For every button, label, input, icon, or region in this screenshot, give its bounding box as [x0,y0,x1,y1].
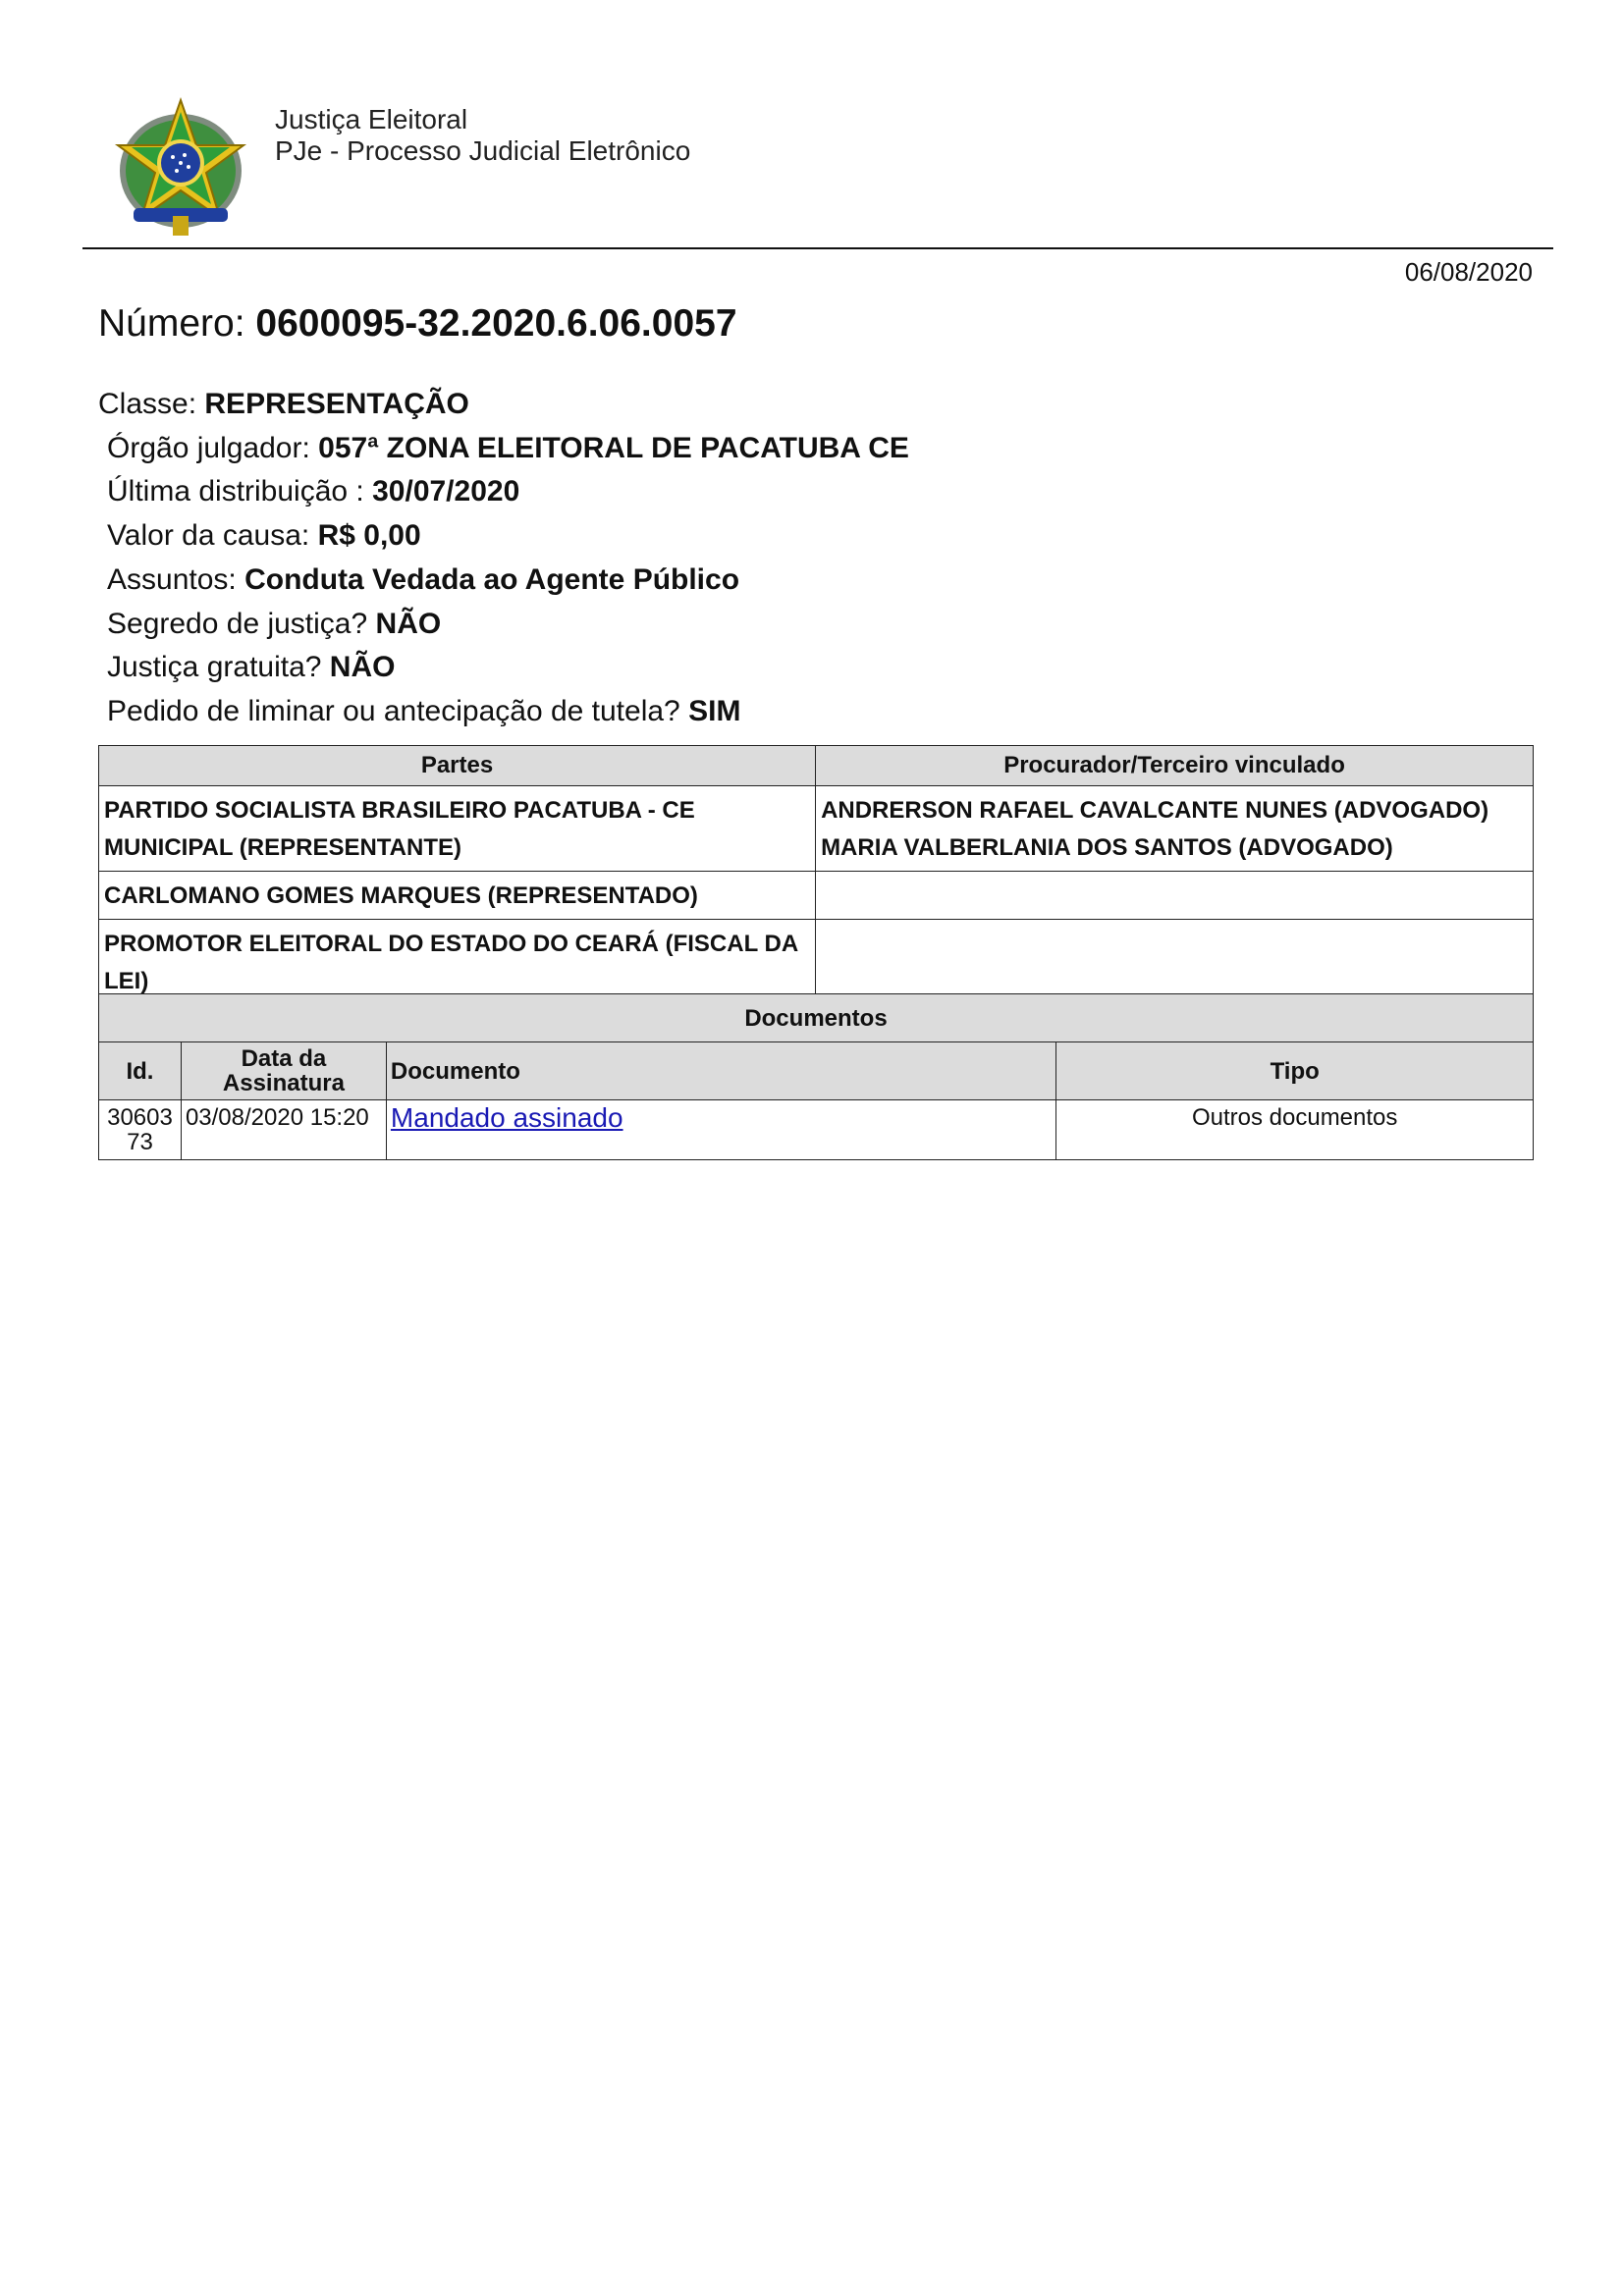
field-value: Conduta Vedada ao Agente Público [244,562,740,596]
parte-cell: CARLOMANO GOMES MARQUES (REPRESENTADO) [99,872,816,920]
partes-table [98,745,1534,1005]
table-row [99,872,1534,920]
column-header-tipo: Tipo [1056,1042,1534,1100]
parte-cell: PROMOTOR ELEITORAL DO ESTADO DO CEARÁ (FISCAL DA LEI) [99,920,816,1005]
doc-type-cell: Outros documentos [1056,1100,1534,1160]
parte-cell: PARTIDO SOCIALISTA BRASILEIRO PACATUBA - CE MUNICIPAL (REPRESENTANTE) [99,786,816,872]
procurador-name: ANDRERSON RAFAEL CAVALCANTE NUNES (ADVOGADO) [821,797,1489,824]
process-number-value: 0600095-32.2020.6.06.0057 [255,302,737,345]
field-label: Classe: [98,388,197,420]
process-fields [98,383,909,734]
field-orgao [98,427,909,471]
column-header-id: Id. [99,1042,182,1100]
field-value: NÃO [375,607,442,640]
field-value: 30/07/2020 [372,475,520,508]
brasao-republica-icon [112,94,249,241]
procurador-name: MARIA VALBERLANIA DOS SANTOS (ADVOGADO) [821,834,1393,861]
documentos-header-row [99,1042,1534,1100]
partes-header-row [99,746,1534,786]
field-label: Última distribuição : [107,475,364,508]
doc-id-cell: 3060373 [99,1100,182,1160]
field-label: Segredo de justiça? [107,607,368,640]
procurador-cell [816,872,1534,920]
procurador-cell [816,920,1534,1005]
table-row [99,786,1534,872]
field-value: R$ 0,00 [317,519,421,553]
document-date: 06/08/2020 [1404,257,1533,287]
field-label: Pedido de liminar ou antecipação de tutela? [107,694,680,727]
procurador-cell [816,786,1534,872]
field-valor [98,514,909,559]
org-line-1: Justiça Eleitoral [275,104,468,134]
doc-name-cell [386,1100,1055,1160]
field-label: Valor da causa: [107,519,310,553]
field-classe [98,383,909,427]
doc-date-cell: 03/08/2020 15:20 [181,1100,386,1160]
field-liminar [98,690,909,734]
documentos-caption-row [99,994,1534,1042]
documentos-table [98,993,1534,1160]
org-line-2: PJe - Processo Judicial Eletrônico [275,135,691,166]
field-value: REPRESENTAÇÃO [204,388,469,420]
document-link[interactable]: Mandado assinado [390,1102,623,1133]
documentos-caption: Documentos [99,994,1534,1042]
process-number-label: Número: [98,302,245,345]
organization-name [275,104,690,167]
column-header-data: Data da Assinatura [181,1042,386,1100]
field-label: Justiça gratuita? [107,651,322,684]
column-header-documento: Documento [386,1042,1055,1100]
field-label: Órgão julgador: [107,431,310,464]
column-header-partes: Partes [99,746,816,786]
field-value: 057ª ZONA ELEITORAL DE PACATUBA CE [318,431,909,464]
header-divider [82,247,1553,249]
document-header [82,90,1553,247]
field-value: NÃO [329,651,396,684]
process-number [98,302,737,346]
table-row [99,1100,1534,1160]
field-label: Assuntos: [107,562,237,596]
field-distribuicao [98,470,909,514]
field-segredo [98,603,909,647]
table-row [99,920,1534,1005]
field-assuntos [98,559,909,603]
field-gratuita [98,646,909,690]
field-value: SIM [688,694,741,727]
column-header-procurador: Procurador/Terceiro vinculado [816,746,1534,786]
